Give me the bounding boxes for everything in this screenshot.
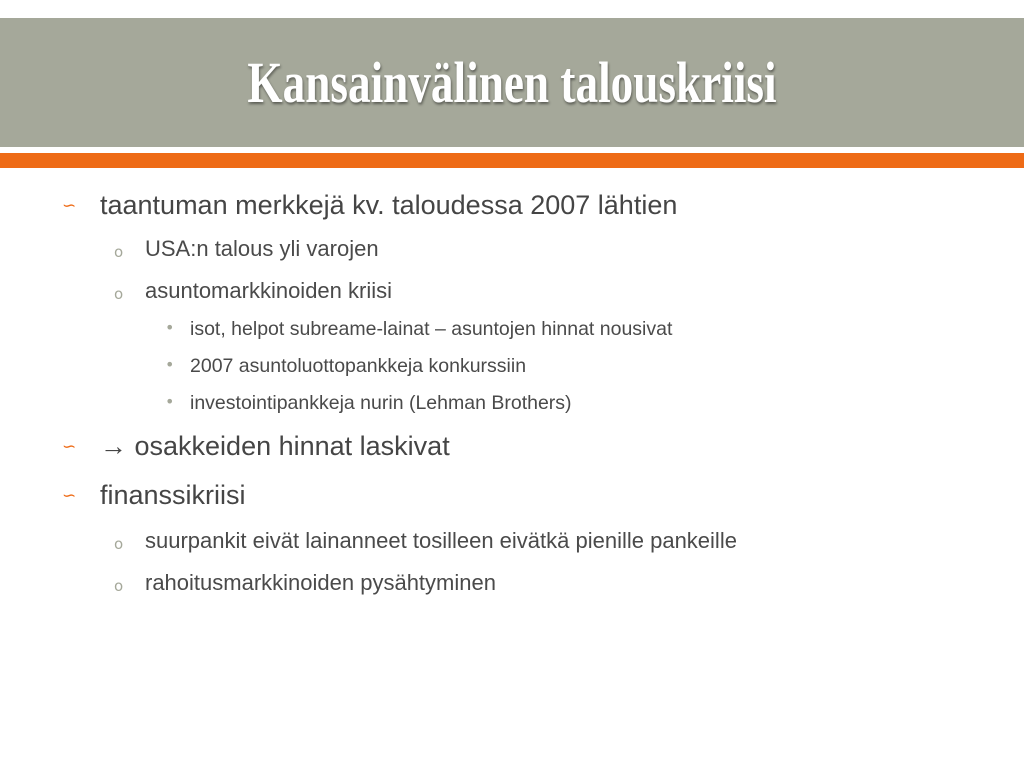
list-item: taantuman merkkejä kv. taloudessa 2007 lähtien (100, 190, 678, 220)
level1-bullet-icon: ∽ (62, 437, 75, 457)
list-item: finanssikriisi (100, 480, 246, 510)
slide-title: Kansainvälinen talouskriisi (247, 50, 777, 115)
list-item: 2007 asuntoluottopankkeja konkurssiin (190, 355, 527, 377)
list-item: asuntomarkkinoiden kriisi (145, 278, 392, 303)
level3-bullet-icon: • (165, 392, 175, 411)
level2-bullet-icon: o (114, 243, 124, 261)
list-item: suurpankit eivät lainanneet tosilleen eivätkä pienille pankeille (145, 528, 737, 553)
list-item: → osakkeiden hinnat laskivat (100, 431, 450, 461)
list-item: rahoitusmarkkinoiden pysähtyminen (145, 570, 496, 595)
level3-bullet-icon: • (165, 355, 175, 374)
level1-bullet-icon: ∽ (62, 196, 75, 216)
list-item: isot, helpot subreame-lainat – asuntojen hinnat nousivat (190, 318, 673, 340)
level2-bullet-icon: o (114, 535, 124, 553)
list-item: investointipankkeja nurin (Lehman Brothers) (190, 392, 572, 414)
level2-bullet-icon: o (114, 285, 124, 303)
level2-bullet-icon: o (114, 577, 124, 595)
level3-bullet-icon: • (165, 318, 175, 337)
level1-bullet-icon: ∽ (62, 486, 75, 506)
list-item: USA:n talous yli varojen (145, 236, 379, 261)
